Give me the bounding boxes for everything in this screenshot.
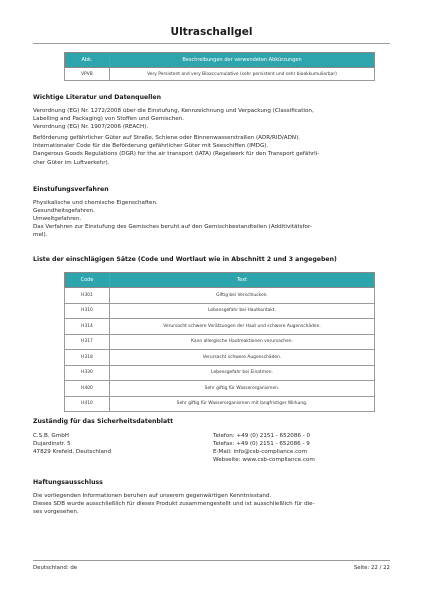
hazard-table-header bbox=[65, 273, 375, 288]
literature-line: Verordnung (EG) Nr. 1907/2006 (REACH). bbox=[33, 124, 149, 131]
literature-line: Beförderung gefährlicher Güter auf Straße, Schiene oder Binnenwasserstraßen (ADR/RID/ADN). bbox=[33, 135, 301, 142]
classification-line: Umweltgefahren. bbox=[33, 216, 82, 223]
title-divider bbox=[33, 43, 390, 44]
text-col-header: Text bbox=[110, 273, 375, 288]
code-cell: H314 bbox=[65, 319, 110, 335]
company-contact bbox=[213, 432, 315, 464]
table-row bbox=[65, 365, 375, 381]
table-row bbox=[65, 319, 375, 335]
text-cell: Giftig bei Verschlucken. bbox=[110, 288, 375, 304]
classification-heading: Einstufungsverfahren bbox=[33, 186, 109, 193]
responsible-heading: Zuständig für das Sicherheitsdatenblatt bbox=[33, 418, 174, 425]
fax-text: Telefax: +49 (0) 2151 - 652086 - 9 bbox=[213, 441, 310, 448]
abbreviation-table-header bbox=[65, 53, 375, 68]
literature-line: Internationaler Code für die Beförderung gefährlicher Güter mit Seeschiffen (IMDG). bbox=[33, 143, 269, 150]
disclaimer-heading: Haftungsausschluss bbox=[33, 479, 103, 486]
text-cell: Sehr giftig für Wasserorganismen mit langfristiger Wirkung. bbox=[110, 396, 375, 412]
table-row bbox=[65, 288, 375, 304]
table-row bbox=[65, 68, 375, 81]
abbr-col-header: Abk. bbox=[65, 53, 110, 68]
code-cell: H400 bbox=[65, 381, 110, 397]
phone-text: Telefon: +49 (0) 2151 - 652086 - 0 bbox=[213, 433, 311, 439]
code-col-header: Code bbox=[65, 273, 110, 288]
description-cell: Very Persistent and very Bioaccumulative (sehr persistent und sehr bioakkumulierbar) bbox=[110, 68, 375, 81]
literature-line: cher Güter im Luftverkehr). bbox=[33, 159, 110, 166]
code-cell: H317 bbox=[65, 334, 110, 350]
text-cell: Kann allergische Hautreaktionen verursachen. bbox=[110, 334, 375, 350]
classification-line: Gesundheitsgefahren. bbox=[33, 208, 95, 215]
abbr-cell: VPVB bbox=[65, 68, 110, 81]
literature-line: Labelling and Packaging) von Stoffen und Gemischen. bbox=[33, 116, 185, 123]
hazard-table bbox=[64, 272, 375, 412]
code-cell: H318 bbox=[65, 350, 110, 366]
text-cell: Lebensgefahr bei Einatmen. bbox=[110, 365, 375, 381]
table-row bbox=[65, 381, 375, 397]
text-cell: Verursacht schwere Verätzungen der Haut und schwere Augenschäden. bbox=[110, 319, 375, 335]
address-line: 47829 Krefeld, Deutschland bbox=[33, 449, 112, 456]
code-cell: H330 bbox=[65, 365, 110, 381]
classification-line: Physikalische und chemische Eigenschaften. bbox=[33, 200, 158, 206]
classification-line: mel). bbox=[33, 232, 48, 239]
disclaimer-line: ses vorgesehen. bbox=[33, 509, 79, 516]
disclaimer-text bbox=[33, 492, 393, 516]
literature-heading: Wichtige Literatur und Datenquellen bbox=[33, 94, 162, 101]
table-row bbox=[65, 350, 375, 366]
classification-text bbox=[33, 199, 393, 239]
footer-country: Deutschland: de bbox=[33, 565, 78, 571]
literature-text bbox=[33, 107, 393, 167]
code-cell: H301 bbox=[65, 288, 110, 304]
email-text: E-Mail: info@csb-compliance.com bbox=[213, 449, 308, 456]
abbreviation-table bbox=[64, 52, 375, 81]
website-text: Webseite: www.csb-compliance.com bbox=[213, 457, 315, 464]
address-line: C.S.B. GmbH bbox=[33, 433, 69, 439]
footer-page-number: Seite: 22 / 22 bbox=[353, 565, 390, 571]
page-title: Ultraschallgel bbox=[170, 26, 253, 38]
text-cell: Sehr giftig für Wasserorganismen. bbox=[110, 381, 375, 397]
text-cell: Verursacht schwere Augenschäden. bbox=[110, 350, 375, 366]
address-line: Dujardinstr. 5 bbox=[33, 441, 71, 448]
code-cell: H310 bbox=[65, 303, 110, 319]
footer-divider bbox=[33, 560, 390, 561]
literature-line: Dangerous Goods Regulations (DGR) for the air transport (IATA) (Regelwerk für den Transport gefährli- bbox=[33, 151, 320, 158]
disclaimer-line: Die vorliegenden Informationen beruhen auf unserem gegenwärtigen Kenntnisstand. bbox=[33, 493, 272, 499]
code-cell: H410 bbox=[65, 396, 110, 412]
description-col-header: Beschreibungen der verwendeten Abkürzungen bbox=[110, 53, 375, 68]
hazard-heading: Liste der einschlägigen Sätze (Code und Wortlaut wie in Abschnitt 2 und 3 angegeben) bbox=[33, 256, 337, 263]
table-row bbox=[65, 303, 375, 319]
literature-line: Verordnung (EG) Nr. 1272/2008 über die Einstufung, Kennzeichnung und Verpackung (Classification, bbox=[33, 108, 314, 114]
table-row bbox=[65, 396, 375, 412]
text-cell: Lebensgefahr bei Hautkontakt. bbox=[110, 303, 375, 319]
table-row bbox=[65, 334, 375, 350]
classification-line: Das Verfahren zur Einstufung des Gemisches beruht auf den Gemischbestandteilen (Additivitätsfor- bbox=[33, 224, 312, 231]
disclaimer-line: Dieses SDB wurde ausschließlich für dieses Produkt zusammengestellt und ist ausschließlich für die- bbox=[33, 501, 315, 508]
